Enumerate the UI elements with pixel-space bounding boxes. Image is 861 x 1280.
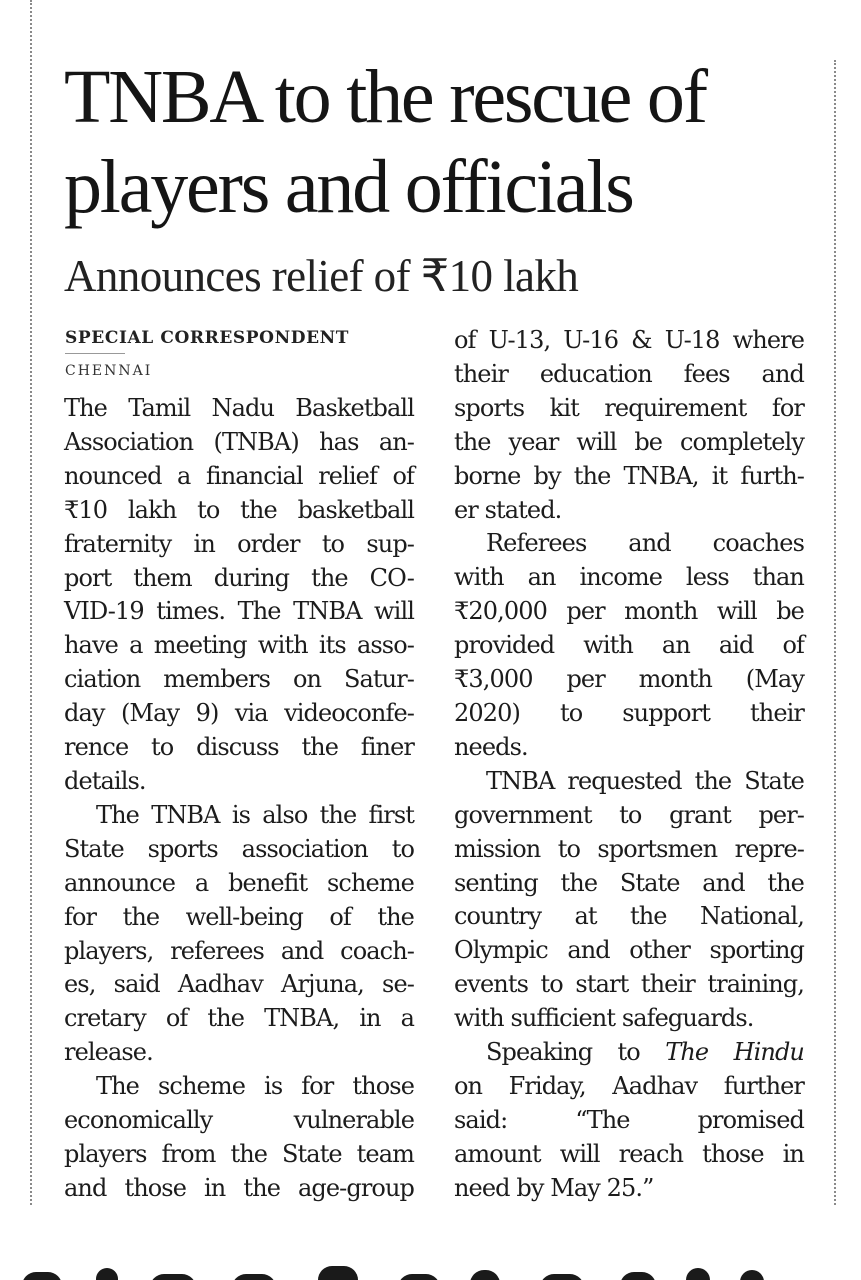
article-text-line: senting the State and the	[454, 868, 804, 897]
article-text-line: release.	[64, 1038, 153, 1067]
article-text-line: their education fees and	[454, 359, 804, 388]
article-text-line: for the well-being of the	[64, 902, 414, 931]
article-text-line: es, said Aadhav Arjuna, se-	[64, 970, 414, 999]
article-text-line: announce a benefit scheme	[64, 868, 414, 897]
article-text-line: fraternity in order to sup-	[64, 529, 414, 558]
article-text-line: details.	[64, 766, 146, 795]
right-column-rule	[834, 60, 836, 1205]
article-text-line: ₹3,000 per month (May	[454, 665, 804, 694]
article-text-line: Speaking to The Hindu	[486, 1038, 804, 1067]
article-text-line: amount will reach those in	[454, 1139, 804, 1168]
article-text-line: The scheme is for those	[96, 1072, 414, 1101]
article-text-line: with sufficient safeguards.	[454, 1004, 754, 1033]
article-text-line: sports kit requirement for	[454, 393, 804, 422]
article-text-line: with an income less than	[454, 563, 804, 592]
dateline: CHENNAI	[65, 363, 153, 379]
article-text-line: VID-19 times. The TNBA will	[64, 597, 414, 626]
next-headline-bleed	[0, 1262, 861, 1280]
article-text-line: mission to sportsmen repre-	[454, 834, 804, 863]
article-text-line: need by May 25.”	[454, 1173, 654, 1202]
article-text-line: The TNBA is also the first	[96, 800, 414, 829]
article-text-line: ₹20,000 per month will be	[454, 597, 804, 626]
article-text-line: rence to discuss the finer	[64, 733, 414, 762]
headline-line: TNBA to the rescue of	[64, 55, 706, 139]
article-text-line: needs.	[454, 732, 528, 761]
article-column-2	[454, 324, 804, 1206]
article-text-line: economically vulnerable	[64, 1106, 414, 1135]
headline-line: players and officials	[64, 145, 633, 229]
article-text-line: er stated.	[454, 495, 562, 524]
article-text-line: State sports association to	[64, 834, 414, 863]
article-text-line: players from the State team	[64, 1139, 414, 1168]
article-text-line: TNBA requested the State	[486, 766, 804, 795]
article-headline	[64, 52, 824, 232]
article-text-line: provided with an aid of	[454, 631, 804, 660]
article-text-line: on Friday, Aadhav further	[454, 1071, 804, 1100]
article-text-line: 2020) to support their	[454, 698, 804, 727]
article-text-line: day (May 9) via videoconfe-	[64, 699, 414, 728]
byline-divider	[65, 353, 125, 354]
article-text-line: Olympic and other sporting	[454, 936, 804, 965]
article-text-line: events to start their training,	[454, 970, 804, 999]
article-text-line: The Tamil Nadu Basketball	[64, 394, 414, 422]
article-text-line: players, referees and coach-	[64, 936, 414, 965]
article-text-line: Referees and coaches	[486, 529, 804, 558]
article-deck: Announces relief of ₹10 lakh	[64, 251, 579, 301]
article-text-line: ciation members on Satur-	[64, 665, 414, 694]
article-text-line: the year will be completely	[454, 427, 804, 456]
article-text-line: and those in the age-group	[64, 1173, 414, 1202]
article-text-line: of U-13, U-16 & U-18 where	[454, 326, 804, 354]
article-text-line: Association (TNBA) has an-	[64, 427, 414, 456]
article-text-line: borne by the TNBA, it furth-	[454, 461, 804, 490]
byline: SPECIAL CORRESPONDENT	[65, 328, 350, 348]
left-column-rule	[30, 0, 32, 1205]
article-text-line: cretary of the TNBA, in a	[64, 1004, 414, 1033]
article-column-1	[64, 392, 414, 1206]
article-text-line: nounced a financial relief of	[64, 461, 414, 490]
article-text-line: government to grant per-	[454, 800, 804, 829]
article-text-line: have a meeting with its asso-	[64, 631, 414, 660]
article-text-line: ₹10 lakh to the basketball	[64, 495, 414, 524]
article-text-line: country at the National,	[454, 902, 804, 931]
article-text-line: port them during the CO-	[64, 563, 414, 592]
article-text-line: said: “The promised	[454, 1105, 804, 1134]
